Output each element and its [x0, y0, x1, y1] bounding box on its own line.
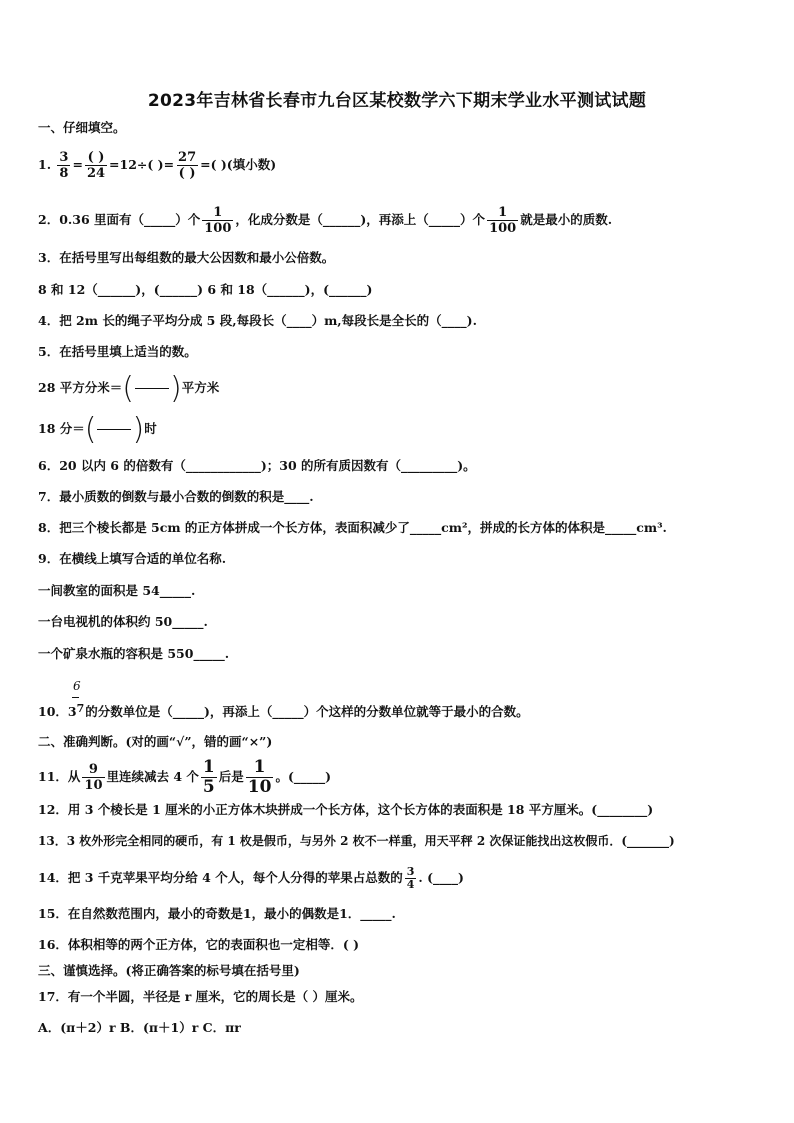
- question-16: 16．体积相等的两个正方体，它的表面积也一定相等．( ): [38, 937, 360, 952]
- question-5: 5．在括号里填上适当的数。: [38, 344, 197, 359]
- q11-fraction-2: $\frac{1}{5}$: [202, 757, 215, 797]
- question-6: 6．20 以内 6 的倍数有（____________)；30 的所有质因数有（_________)。: [38, 458, 476, 473]
- q10-fraction-denominator: 7: [76, 702, 85, 715]
- question-11: 11．从 $\frac{9}{10}$ 里连续减去 4 个 $\frac{1}{5}$ 后是 $\frac{1}{10}$ 。(_____): [38, 757, 332, 797]
- question-9b: 一台电视机的体积约 50_____.: [38, 614, 208, 629]
- q11-fraction-1: $\frac{9}{10}$: [84, 762, 103, 793]
- question-7: 7．最小质数的倒数与最小合数的倒数的积是____.: [38, 489, 314, 504]
- fraction-bar-blank: [97, 429, 131, 430]
- q1-fraction-2: $\frac{( )}{24}$: [86, 150, 106, 181]
- q1-tail-text: =( )(填小数): [200, 157, 277, 172]
- question-2: 2．0.36 里面有（_____）个 $\frac{1}{100}$ ，化成分数是（______)，再添上（_____）个 $\frac{1}{100}$ 就是最小的质数.: [38, 205, 613, 236]
- page-title: 2023年吉林省长春市九台区某校数学六下期末学业水平测试试题: [147, 91, 647, 111]
- question-17: 17．有一个半圆，半径是 r 厘米，它的周长是（ ）厘米。: [38, 989, 363, 1004]
- question-9c: 一个矿泉水瓶的容积是 550_____.: [38, 646, 230, 661]
- question-3-groups: 8 和 12（______)，(______) 6 和 18（______)，(______): [38, 282, 373, 297]
- section-heading-1: 一、仔细填空。: [38, 120, 126, 135]
- q14-fraction: $\frac{3}{4}$: [406, 865, 415, 891]
- question-8: 8．把三个棱长都是 5cm 的正方体拼成一个长方体，表面积减少了_____cm²，拼成的长方体的体积是_____cm³.: [38, 520, 667, 535]
- question-4: 4．把 2m 长的绳子平均分成 5 段,每段长（____）m,每段长是全长的（____).: [38, 313, 477, 328]
- fraction-bar-blank: [135, 388, 169, 389]
- question-3: 3．在括号里写出每组数的最大公因数和最小公倍数。: [38, 250, 335, 265]
- q1-fraction-1: $\frac{3}{8}$: [59, 150, 69, 181]
- q1-fraction-3: $\frac{27}{( )}$: [178, 150, 197, 181]
- question-14: 14．把 3 千克苹果平均分给 4 个人，每个人分得的苹果占总数的 $\frac{3}{4}$ . (____): [38, 865, 464, 891]
- q10-fraction-bar: [72, 697, 79, 698]
- q1-middle-text: =12÷( )=: [109, 157, 175, 172]
- question-9: 9．在横线上填写合适的单位名称.: [38, 551, 227, 566]
- section-heading-3: 三、谨慎选择。(将正确答案的标号填在括号里): [38, 963, 300, 978]
- question-15: 15．在自然数范围内，最小的奇数是1，最小的偶数是1．_____.: [38, 906, 396, 921]
- question-9a: 一间教室的面积是 54_____.: [38, 583, 196, 598]
- q11-fraction-3: $\frac{1}{10}$: [247, 757, 272, 797]
- q2-fraction-1: $\frac{1}{100}$: [204, 205, 232, 236]
- q2-fraction-2: $\frac{1}{100}$: [489, 205, 517, 236]
- section-heading-2: 二、准确判断。(对的画“√”，错的画“×”): [38, 734, 273, 749]
- question-5a: 28 平方分米＝( )平方米: [38, 370, 220, 406]
- question-10: 10．37的分数单位是（_____)，再添上（_____）个这样的分数单位就等于最小的合数。: [38, 702, 529, 719]
- q10-fraction-numerator: 6: [73, 679, 81, 693]
- question-17-options: A．(π＋2）r B．(π＋1）r C．πr: [38, 1020, 241, 1035]
- question-5b: 18 分＝( )时: [38, 411, 157, 447]
- question-12: 12．用 3 个棱长是 1 厘米的小正方体木块拼成一个长方体，这个长方体的表面积是 18 平方厘米。(________): [38, 802, 654, 817]
- question-13: 13．3 枚外形完全相同的硬币，有 1 枚是假币，与另外 2 枚不一样重，用天平秤 2 次保证能找出这枚假币．(_______): [38, 834, 675, 848]
- question-1: 1. $\frac{3}{8}$ = $\frac{( )}{24}$ =12÷( )= $\frac{27}{( )}$ =( )(填小数): [38, 150, 277, 181]
- q1-number: 1.: [38, 157, 52, 172]
